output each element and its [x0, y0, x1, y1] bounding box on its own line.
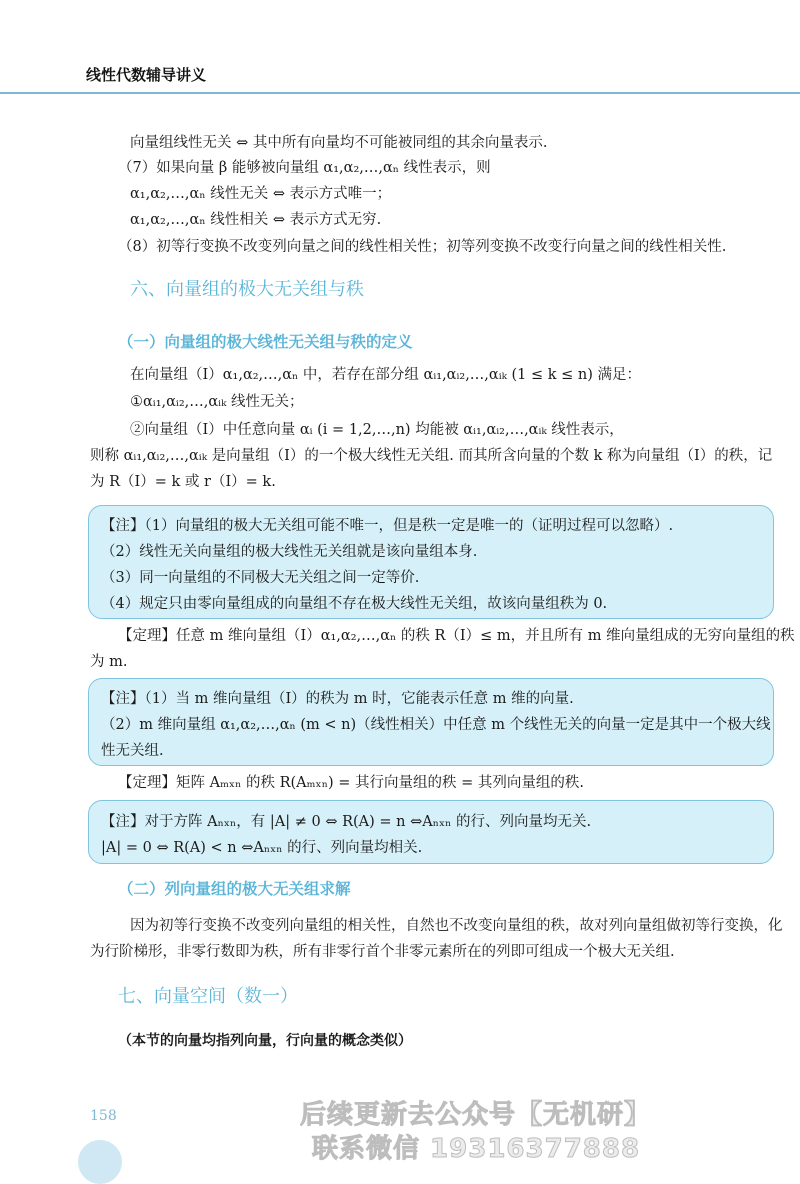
text-line: 在向量组（Ⅰ）α₁,α₂,…,αₙ 中，若存在部分组 αᵢ₁,αᵢ₂,…,αᵢₖ (1 ≤ k ≤ n) 满足：	[130, 367, 642, 383]
text-line: 则称 αᵢ₁,αᵢ₂,…,αᵢₖ 是向量组（Ⅰ）的一个极大线性无关组. 而其所含向量的个数 k 称为向量组（Ⅰ）的秩，记	[90, 448, 773, 464]
text-line: （8）初等行变换不改变列向量之间的线性相关性；初等列变换不改变行向量之间的线性相关性.	[118, 239, 727, 255]
note-line: （2）线性无关向量组的极大线性无关组就是该向量组本身.	[101, 544, 478, 560]
watermark-line-1: 后续更新去公众号【无机研】	[300, 1100, 652, 1130]
text-line: ①αᵢ₁,αᵢ₂,…,αᵢₖ 线性无关；	[130, 394, 304, 410]
subsection-heading: （二）列向量组的极大无关组求解	[118, 879, 351, 898]
text-line: （7）如果向量 β 能够被向量组 α₁,α₂,…,αₙ 线性表示，则	[118, 160, 491, 176]
theorem-line: 为 m.	[90, 654, 128, 670]
text-line: α₁,α₂,…,αₙ 线性相关 ⇔ 表示方式无穷.	[130, 212, 382, 228]
header-rule	[0, 92, 800, 94]
note-line: （3）同一向量组的不同极大无关组之间一定等价.	[101, 570, 420, 586]
note-line: 【注】（1）向量组的极大无关组可能不唯一，但是秩一定是唯一的（证明过程可以忽略）.	[101, 518, 674, 534]
section-note: （本节的向量均指列向量，行向量的概念类似）	[118, 1033, 412, 1049]
text-line: ②向量组（Ⅰ）中任意向量 αᵢ (i = 1,2,…,n) 均能被 αᵢ₁,αᵢ₂,…,αᵢₖ 线性表示，	[130, 422, 624, 438]
note-line: 【注】（1）当 m 维向量组（Ⅰ）的秩为 m 时，它能表示任意 m 维的向量.	[101, 691, 574, 707]
section-heading: 六、向量组的极大无关组与秩	[130, 279, 364, 300]
note-line: |A| = 0 ⇔ R(A) < n ⇔Aₙₓₙ 的行、列向量均相关.	[101, 840, 423, 856]
note-line: 性无关组.	[101, 743, 164, 759]
note-box	[88, 800, 774, 864]
note-line: （2）m 维向量组 α₁,α₂,…,αₙ (m < n)（线性相关）中任意 m 个线性无关的向量一定是其中一个极大线	[101, 717, 771, 733]
section-heading: 七、向量空间（数一）	[118, 986, 298, 1007]
running-header-title: 线性代数辅导讲义	[86, 66, 207, 84]
page-corner-tab	[78, 1140, 122, 1184]
text-line: 为行阶梯形，非零行数即为秩，所有非零行首个非零元素所在的列即可组成一个极大无关组.	[90, 944, 675, 960]
watermark-line-2: 联系微信 19316377888	[312, 1134, 641, 1164]
page-number: 158	[90, 1108, 117, 1124]
subsection-heading: （一）向量组的极大线性无关组与秩的定义	[118, 332, 413, 351]
note-box	[88, 505, 774, 619]
text-line: 向量组线性无关 ⇔ 其中所有向量均不可能被同组的其余向量表示.	[130, 135, 548, 151]
text-line: 因为初等行变换不改变列向量组的相关性，自然也不改变向量组的秩，故对列向量组做初等行变换，化	[130, 918, 783, 934]
theorem-line: 【定理】矩阵 Aₘₓₙ 的秩 R(Aₘₓₙ) = 其行向量组的秩 = 其列向量组的秩.	[118, 775, 584, 791]
note-box	[88, 678, 774, 766]
theorem-line: 【定理】任意 m 维向量组（Ⅰ）α₁,α₂,…,αₙ 的秩 R（Ⅰ）≤ m，并且所有 m 维向量组成的无穷向量组的秩	[118, 628, 795, 644]
note-line: 【注】对于方阵 Aₙₓₙ，有 |A| ≠ 0 ⇔ R(A) = n ⇔Aₙₓₙ 的行、列向量均无关.	[101, 814, 592, 830]
text-line: 为 R（Ⅰ）= k 或 r（Ⅰ）= k.	[90, 474, 276, 490]
note-line: （4）规定只由零向量组成的向量组不存在极大线性无关组，故该向量组秩为 0.	[101, 596, 608, 612]
text-line: α₁,α₂,…,αₙ 线性无关 ⇔ 表示方式唯一；	[130, 186, 392, 202]
